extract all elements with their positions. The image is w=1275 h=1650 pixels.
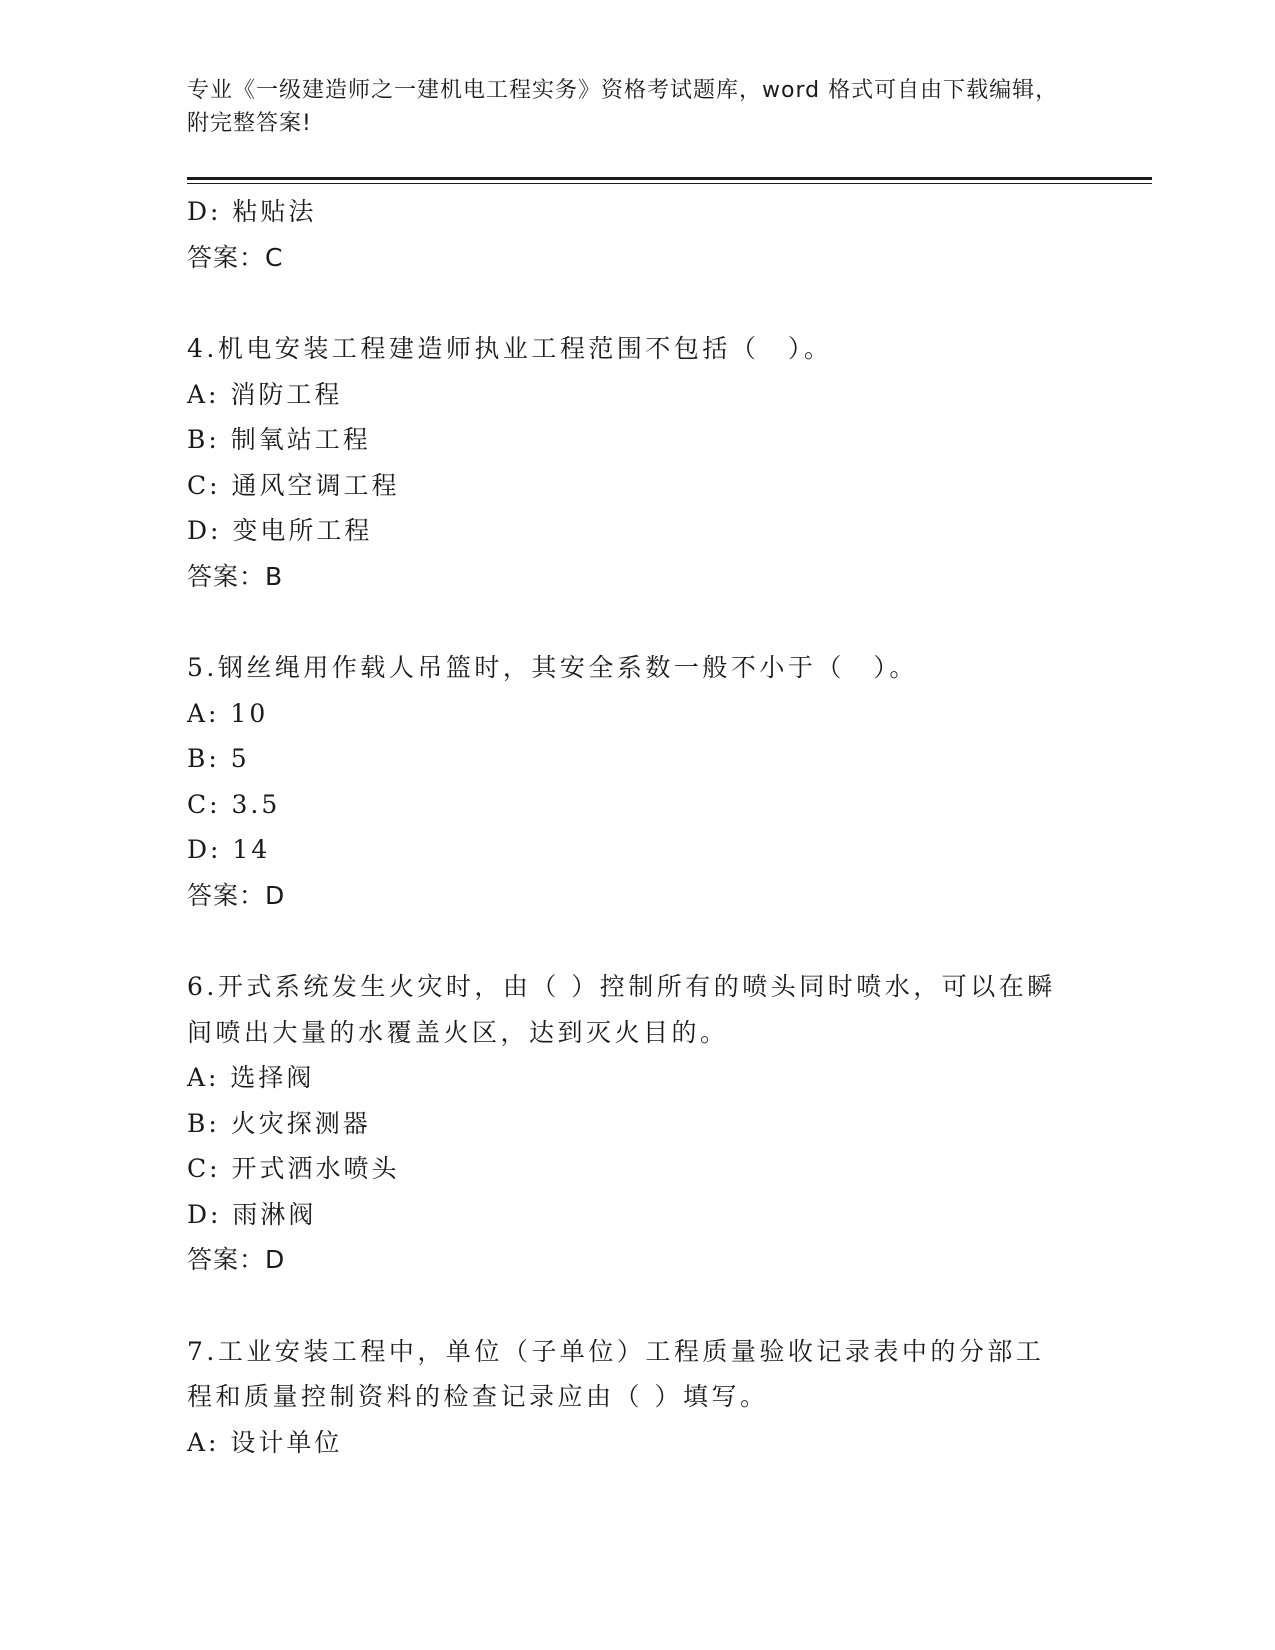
header-rule-thick	[187, 177, 1152, 180]
option-d: D: 14	[187, 835, 271, 864]
option-a: A: 选择阀	[187, 1063, 315, 1092]
spacer	[187, 280, 1067, 326]
option-d: D: 雨淋阀	[187, 1199, 317, 1229]
option-b: B: 制氧站工程	[187, 425, 371, 454]
question-7	[187, 1329, 1067, 1466]
header-rule-thin	[187, 183, 1152, 184]
answer-line: 答案：D	[187, 1245, 286, 1274]
answer-line: 答案：B	[187, 561, 284, 591]
question-stem: 7.工业安装工程中，单位（子单位）工程质量验收记录表中的分部工程和质量控制资料的检查记录应由（ ）填写。	[187, 1336, 1045, 1411]
question-5	[187, 645, 1067, 918]
option-b: B: 火灾探测器	[187, 1108, 371, 1138]
header-text: 专业《一级建造师之一建机电工程实务》资格考试题库，word 格式可自由下载编辑，附完整答案!	[187, 78, 1059, 136]
answer-line: 答案：D	[187, 880, 286, 910]
question-6	[187, 964, 1067, 1283]
option-a: A: 设计单位	[187, 1427, 343, 1457]
question-4	[187, 326, 1067, 599]
option-d: D: 变电所工程	[187, 516, 373, 545]
option-d: D: 粘贴法	[187, 197, 317, 226]
document-body	[187, 189, 1067, 1465]
spacer	[187, 918, 1067, 964]
spacer	[187, 599, 1067, 645]
option-a: A: 消防工程	[187, 379, 343, 409]
option-b: B: 5	[187, 744, 250, 773]
option-c: C: 3.5	[187, 789, 281, 819]
document-header	[187, 74, 1067, 140]
answer-line: 答案：C	[187, 242, 284, 272]
prev-question-tail	[187, 189, 1067, 280]
question-stem: 6.开式系统发生火灾时，由（ ）控制所有的喷头同时喷水，可以在瞬间喷出大量的水覆盖火区，达到灭火目的。	[187, 972, 1056, 1047]
option-c: C: 通风空调工程	[187, 470, 400, 500]
option-a: A: 10	[187, 698, 269, 728]
question-stem: 5.钢丝绳用作载人吊篮时，其安全系数一般不小于（ ）。	[187, 653, 918, 682]
question-stem: 4.机电安装工程建造师执业工程范围不包括（ ）。	[187, 334, 833, 363]
option-c: C: 开式洒水喷头	[187, 1154, 400, 1183]
spacer	[187, 1283, 1067, 1329]
